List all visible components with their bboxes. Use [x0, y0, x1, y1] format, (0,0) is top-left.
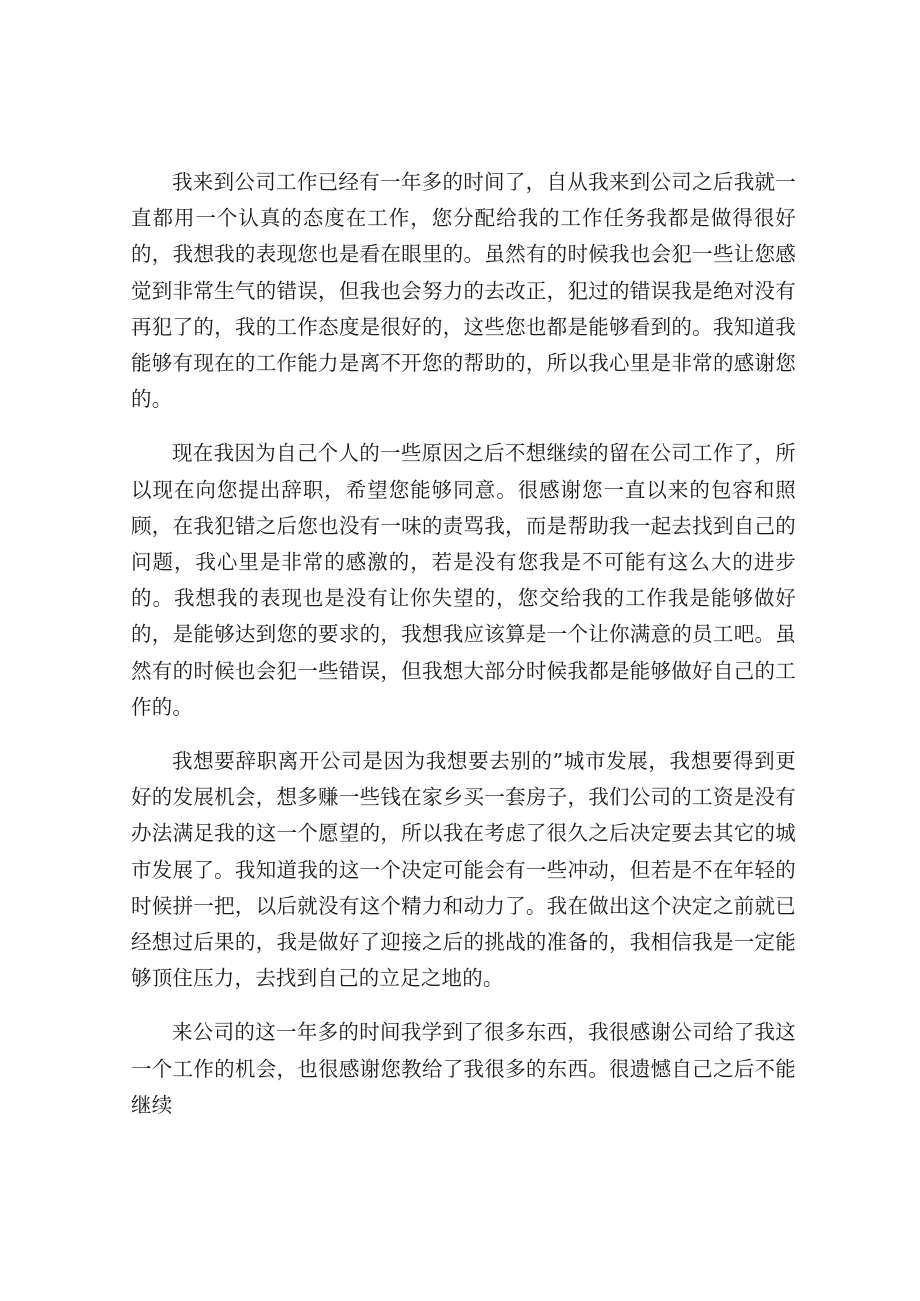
- paragraph-3: 我想要辞职离开公司是因为我想要去别的”城市发展，我想要得到更好的发展机会，想多赚一些钱在家乡买一套房子，我们公司的工资是没有办法满足我的这一个愿望的，所以我在考虑了很久之后决定要去其它的城市发展了。我知道我的这一个决定可能会有一些冲动，但若是不在年轻的时候拼一把，以后就没有这个精力和动力了。我在做出这个决定之前就已经想过后果的，我是做好了迎接之后的挑战的准备的，我相信我是一定能够顶住压力，去找到自己的立足之地的。: [131, 749, 796, 991]
- paragraph-2: 现在我因为自己个人的一些原因之后不想继续的留在公司工作了，所以现在向您提出辞职，希望您能够同意。很感谢您一直以来的包容和照顾，在我犯错之后您也没有一味的责骂我，而是帮助我一起去找到自己的问题，我心里是非常的感激的，若是没有您我是不可能有这么大的进步的。我想我的表现也是没有让你失望的，您交给我的工作我是能够做好的，是能够达到您的要求的，我想我应该算是一个让你满意的员工吧。虽然有的时候也会犯一些错误，但我想大部分时候我都是能够做好自己的工作的。: [131, 441, 796, 719]
- paragraph-1: 我来到公司工作已经有一年多的时间了，自从我来到公司之后我就一直都用一个认真的态度在工作，您分配给我的工作任务我都是做得很好的，我想我的表现您也是看在眼里的。虽然有的时候我也会犯一些让您感觉到非常生气的错误，但我也会努力的去改正，犯过的错误我是绝对没有再犯了的，我的工作态度是很好的，这些您也都是能够看到的。我知道我能够有现在的工作能力是离不开您的帮助的，所以我心里是非常的感谢您的。: [131, 170, 796, 412]
- document-body: [131, 164, 796, 1141]
- paragraph-4: 来公司的这一年多的时间我学到了很多东西，我很感谢公司给了我这一个工作的机会，也很感谢您教给了我很多的东西。很遗憾自己之后不能继续: [131, 1020, 796, 1117]
